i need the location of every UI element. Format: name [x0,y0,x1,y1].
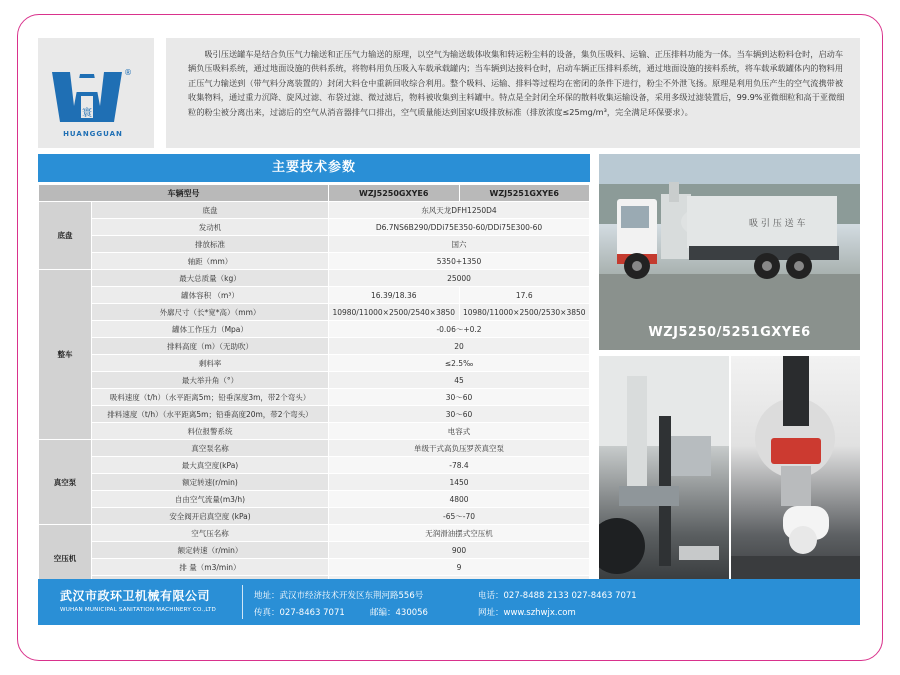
spec-value-shared: D6.7NS6B290/DDi75E350-60/DDi75E300-60 [329,219,590,236]
spec-param-label: 排料速度（t/h）（水平距离5m；铅垂高度20m，带2个弯头） [92,406,329,423]
spec-value-shared: 9 [329,559,590,576]
spec-row [39,525,590,542]
valve-detail-illustration [731,356,860,580]
spec-value-model-a: 16.39/18.36 [329,287,460,304]
spec-row [39,389,590,406]
spec-section-name: 真空泵 [39,440,92,525]
spec-row [39,202,590,219]
spec-row [39,270,590,287]
header-model-a: WZJ5250GXYE6 [329,185,460,202]
spec-row [39,236,590,253]
spec-param-label: 罐体工作压力（Mpa） [92,321,329,338]
valve-detail-photo [731,356,860,580]
company-name-cn: 武汉市政环卫机械有限公司 [60,589,211,603]
intro-paragraph: 吸引压送罐车是结合负压气力输送和正压气力输送的原理，以空气为输送载体收集和转运粉尘料的设备，集负压吸料、运输、正压排料功能为一体。当车辆到达粉料仓时，启动车辆负压吸料系统，通过地面设施的供料系统，将物料用负压吸入车载承载罐内；当车辆到达接料仓时，启动车辆正压排料系统，通过地面设施的接料系统，将车载承载罐体内的物料用正压气力输送到（带气料分离装置的）封闭大料仓中重新回收综合利用。整个吸料、运输、排料等过程均在密闭的条件下进行，粉尘不外泄飞扬。原理是利用负压产生的空气流携带被收集物料，通过重力沉降、旋风过滤、布袋过滤、微过滤后，物料被收集到主料罐中。特点是全封闭全环保的散料收集运输设备，采用多级过滤装置后，99.9%亚微细粒和高于亚微细粒的粉尘被分离出来，过滤后的空气从消音器排气口排出，空气质量能达到国家U级排放标准（排放浓度≤25mg/m³，完全满足环保要求）。 [188,49,845,117]
spec-value-shared: 900 [329,542,590,559]
spec-param-label: 料位报警系统 [92,423,329,440]
spec-row [39,287,590,304]
spec-param-label: 额定转速(r/min) [92,474,329,491]
spec-value-shared: 无润滑油摆式空压机 [329,525,590,542]
spec-param-label: 吸料速度（t/h）（水平距离5m；铅垂深度3m，带2个弯头） [92,389,329,406]
footer-phone: 电话：027-8488 2133 027-8463 7071 [478,591,637,601]
spec-param-label: 剩料率 [92,355,329,372]
pipe-detail-photo [599,356,729,580]
spec-row [39,406,590,423]
spec-row [39,423,590,440]
spec-value-shared: -78.4 [329,457,590,474]
spec-param-label: 排放标准 [92,236,329,253]
spec-row [39,457,590,474]
spec-param-label: 外廓尺寸（长*宽*高）（mm） [92,304,329,321]
spec-section-name: 底盘 [39,202,92,270]
spec-table-grid [38,184,590,593]
footer-bar [38,579,860,625]
spec-value-shared: 国六 [329,236,590,253]
spec-row [39,372,590,389]
spec-value-shared: 单级干式高负压罗茨真空泵 [329,440,590,457]
spec-value-shared: -65～-70 [329,508,590,525]
spec-section-name: 空压机 [39,525,92,593]
truck-photo [599,154,860,350]
spec-param-label: 空气压名称 [92,525,329,542]
spec-param-label: 排料高度（m）（无助吹） [92,338,329,355]
header-label: 车辆型号 [39,185,329,202]
truck-photo-caption: WZJ5250/5251GXYE6 [648,325,811,340]
spec-param-label: 自由空气流量(m3/h) [92,491,329,508]
footer-postcode: 邮编：430056 [370,608,428,618]
spec-value-shared: ≤2.5‰ [329,355,590,372]
header-model-b: WZJ5251GXYE6 [459,185,590,202]
spec-value-shared: -0.06～+0.2 [329,321,590,338]
logo-panel [38,38,154,148]
spec-value-model-b: 10980/11000×2500/2530×3850 [459,304,590,321]
logo-brand-text: HUANGGUAN [63,130,123,138]
spec-value-model-a: 10980/11000×2500/2540×3850 [329,304,460,321]
spec-row [39,508,590,525]
spec-value-shared: 20 [329,338,590,355]
logo-char: 寰 [82,108,92,119]
spec-row [39,559,590,576]
spec-value-shared: 电容式 [329,423,590,440]
spec-param-label: 排 量（m3/min） [92,559,329,576]
spec-value-shared: 30～60 [329,406,590,423]
tank-label: 吸 引 压 送 车 [749,219,806,229]
spec-param-label: 最大举升角（°） [92,372,329,389]
pipe-detail-illustration [599,356,729,580]
spec-header-row [39,185,590,202]
spec-table [38,184,590,593]
spec-value-shared: 1450 [329,474,590,491]
footer-website[interactable]: 网址：www.szhwjx.com [478,608,576,618]
spec-value-shared: 东风天龙DFH1250D4 [329,202,590,219]
spec-row [39,253,590,270]
spec-param-label: 轴距（mm） [92,253,329,270]
spec-param-label: 发动机 [92,219,329,236]
spec-value-shared: 30～60 [329,389,590,406]
spec-value-shared: 4800 [329,491,590,508]
spec-row [39,219,590,236]
spec-param-label: 罐体容积 （m³） [92,287,329,304]
spec-table-title: 主要技术参数 [38,154,590,182]
spec-value-shared: 45 [329,372,590,389]
company-logo [52,64,122,124]
spec-row [39,304,590,321]
footer-fax: 传真：027-8463 7071 [254,608,345,618]
spec-param-label: 最大真空度(kPa) [92,457,329,474]
spec-value-shared: 5350+1350 [329,253,590,270]
spec-row [39,338,590,355]
spec-value-shared: 25000 [329,270,590,287]
brochure-page [38,38,860,648]
footer-divider [242,585,243,619]
registered-mark: ® [124,68,132,77]
company-name-en: WUHAN MUNICIPAL SANITATION MACHINERY CO.,LTD [60,607,217,613]
spec-row [39,440,590,457]
spec-row [39,355,590,372]
spec-param-label: 安全阀开启真空度 (kPa) [92,508,329,525]
spec-value-model-b: 17.6 [459,287,590,304]
spec-param-label: 最大总质量（kg） [92,270,329,287]
spec-param-label: 底盘 [92,202,329,219]
spec-param-label: 额定转速（r/min） [92,542,329,559]
spec-section-name: 整车 [39,270,92,440]
spec-row [39,542,590,559]
intro-panel [166,38,860,148]
spec-row [39,321,590,338]
footer-address: 地址：武汉市经济技术开发区东荆河路556号 [254,591,424,601]
spec-row [39,474,590,491]
spec-row [39,491,590,508]
truck-illustration [599,154,860,350]
spec-param-label: 真空泵名称 [92,440,329,457]
